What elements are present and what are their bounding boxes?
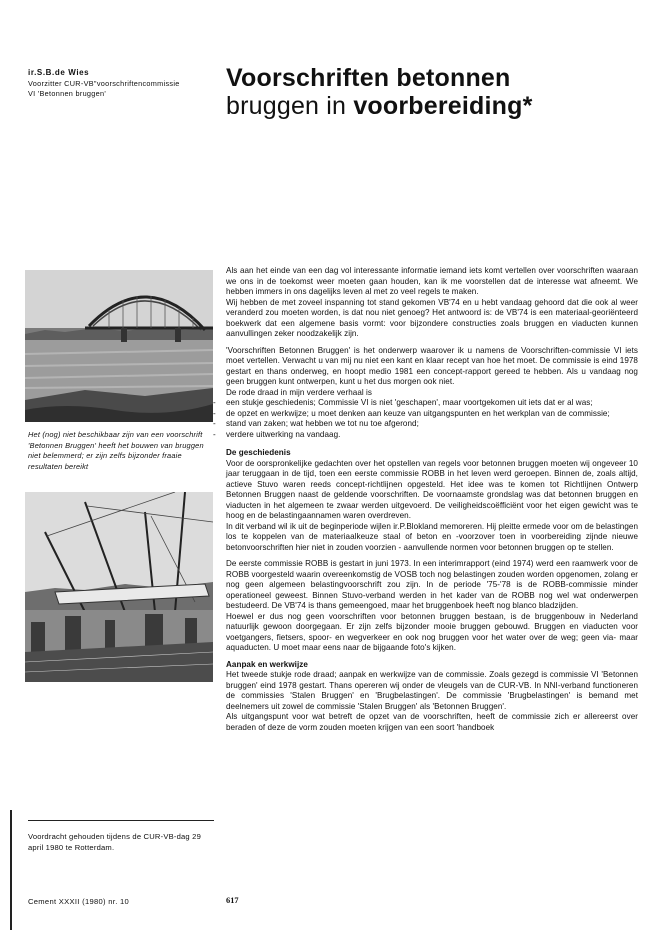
list-item [213, 398, 638, 409]
title-line-2-regular: bruggen in [226, 92, 354, 120]
list-marker: - [213, 419, 216, 428]
article-body [213, 266, 638, 739]
list-marker: - [213, 398, 216, 407]
list-marker: - [213, 429, 216, 439]
history-paragraph-3: De eerste commissie ROBB is gestart in juni 1973. In een interimrapport (eind 1974) werd een raamwerk voor de ROBB voorgesteld waarin overeenkomstig de VOSB toch nog belastingen zouden worden opgenomen, zolang er nog geen algemeen belastingvoorschrift zou zijn. In de periode '75-'78 is de ROBB-commissie minder operationeel geweest. Binnen Stuvo-verband werden in het kader van de ROBB nog wel wat onderwerpen bestudeerd. De VB'74 is thans gemeengoed, maar het bruggenboek heeft nog blanco bladzijden. [226, 559, 638, 610]
list-item-text: een stukje geschiedenis; Commissie VI is niet 'geschapen', maar voortgekomen uit iets dat er al was; [226, 398, 593, 407]
list-intro: De rode draad in mijn verdere verhaal is [226, 387, 372, 397]
page-number: 617 [226, 896, 239, 905]
footnote-divider [28, 820, 214, 821]
title-line-1: Voorschriften betonnen [226, 64, 511, 92]
approach-paragraph-1: Het tweede stukje rode draad; aanpak en werkwijze van de commissie. Zoals gezegd is commissie VI 'Betonnen bruggen' eind 1978 gestart. Thans opereren wij onder de vleugels van de CUR-VB. In NNI-verband functioneren de commissies 'Stalen Bruggen' en 'Brugbelastingen'. De commissie 'Brugbelastingen' is bemand met deelnemers uit zowel de commissie 'Stalen Bruggen' als 'Betonnen Bruggen'. [226, 670, 638, 711]
history-paragraph-1: Voor de oorspronkelijke gedachten over het opstellen van regels voor betonnen bruggen moeten wij ongeveer 10 jaar teruggaan in de tijd, toen een eerste commissie ROBB in het leven werd geroepen. Binnen de, zoals altijd, actieve Stuvo waren reeds concept-richtlijnen opgesteld. Het idee was te komen tot Richtlijnen Ontwerp Betonnen Bruggen naast de geldende voorschriften. De voornaamste grondslag was dat betonnen bruggen en viaducten in het algemeen te zwaar werden uitgevoerd. De veiligheidscoëfficiënt voor het eigen gewicht was te hoog en de belastingaannamen waren overdreven. [226, 458, 638, 520]
section-heading-history: De geschiedenis [226, 448, 291, 457]
journal-reference: Cement XXXII (1980) nr. 10 [28, 897, 130, 906]
list-marker: - [213, 408, 216, 418]
author-role-line-2: VI 'Betonnen bruggen' [28, 89, 107, 98]
outline-list [213, 398, 638, 440]
list-item-text: verdere uitwerking na vandaag. [226, 429, 341, 439]
title-line-2-bold: voorbereiding* [353, 92, 533, 120]
author-affiliation [28, 79, 228, 99]
intro-paragraph-3: 'Voorschriften Betonnen Bruggen' is het onderwerp waarover ik u namens de Voorschriften-commissie VI iets moet vertellen. Verwacht u van mij nu niet een kant en klaar recept van hoe het moet. De commissie is eind 1978 gestart en thans onderweg, en hoopt medio 1981 een concept-rapport gereed te hebben. Als u vandaag nog geen bruggen kunt ontwerpen, kunt u het dus morgen ook niet. [226, 345, 638, 386]
list-item-text: stand van zaken; wat hebben we tot nu toe afgerond; [226, 419, 419, 428]
bridge-construction-photo [25, 492, 213, 682]
intro-paragraph-1 [226, 266, 638, 340]
intro-p2: Wij hebben de met zoveel inspanning tot stand gekomen VB'74 en u hebt vandaag gehoord dat die ook al weer veranderd zou moeten worden, is dat nou niet genoeg? Het antwoord is: de VB'74 is een materiaal-georiënteerd boekwerk dat een algemene basis vormt: voor bijzondere constructies zoals bruggen en viaducten kunnen aanvullingen zeker noodzakelijk zijn. [226, 297, 638, 338]
section-heading-approach: Aanpak en werkwijze [226, 659, 308, 669]
margin-rule [10, 810, 12, 930]
history-paragraph-2: In dit verband wil ik uit de beginperiode wijlen ir.P.Blokland memoreren. Hij pleitte ermede voor om de belastingen los te koppelen van de materiaalkeuze staal of beton en -voorzover toen in voorbereiding zijnde nieuwe betonvoorschriften hier niet in zouden voorzien - aanvullende normen voor betonnen bruggen op te stellen. [226, 521, 638, 552]
author-role-line-1: Voorzitter CUR-VB"voorschriftencommissie [28, 79, 180, 88]
list-item [213, 429, 638, 441]
article-title [226, 64, 646, 120]
list-item-text: de opzet en werkwijze; u moet denken aan keuze van uitgangspunten en het werkplan van de commissie; [226, 408, 610, 418]
author-name: ir.S.B.de Wies [28, 68, 90, 77]
intro-p1: Als aan het einde van een dag vol interessante informatie iemand iets komt vertellen over voorschriften waaraan we ons in de toekomst weer moeten gaan houden, kan ik me voorstellen dat de interesse wat afneemt. We hebben immers in ons dagelijks leven al met zo veel regels te maken. [226, 266, 638, 296]
bridge-arch-photo [25, 270, 213, 422]
figure-caption: Het (nog) niet beschikbaar zijn van een voorschrift 'Betonnen Bruggen' heeft het bouwen van bruggen niet belemmerd; er zijn zelfs bijzonder fraaie resultaten bereikt [28, 430, 204, 471]
list-item [213, 419, 638, 430]
footnote: Voordracht gehouden tijdens de CUR-VB-dag 29 april 1980 te Rotterdam. [28, 832, 202, 852]
list-item [213, 408, 638, 420]
approach-paragraph-2: Als uitgangspunt voor wat betreft de opzet van de voorschriften, heeft de commissie zich er allereerst over beraden of deze de vorm zouden moeten krijgen van een soort 'handboek [226, 712, 638, 732]
title-line-2 [226, 92, 646, 120]
history-paragraph-4: Hoewel er dus nog geen voorschriften voor betonnen bruggen bestaan, is de bruggenbouw in Nederland natuurlijk gewoon doorgegaan. Er zijn zelfs bijzonder mooie bruggen gebouwd. Bruggen en viaducten voor voetgangers, fietsers, spoor- en wegverkeer en ook nog bruggen voor het water over de weg; geen via- maar aquaducten. U moet maar eens naar de bijgaande foto's kijken. [226, 611, 638, 652]
